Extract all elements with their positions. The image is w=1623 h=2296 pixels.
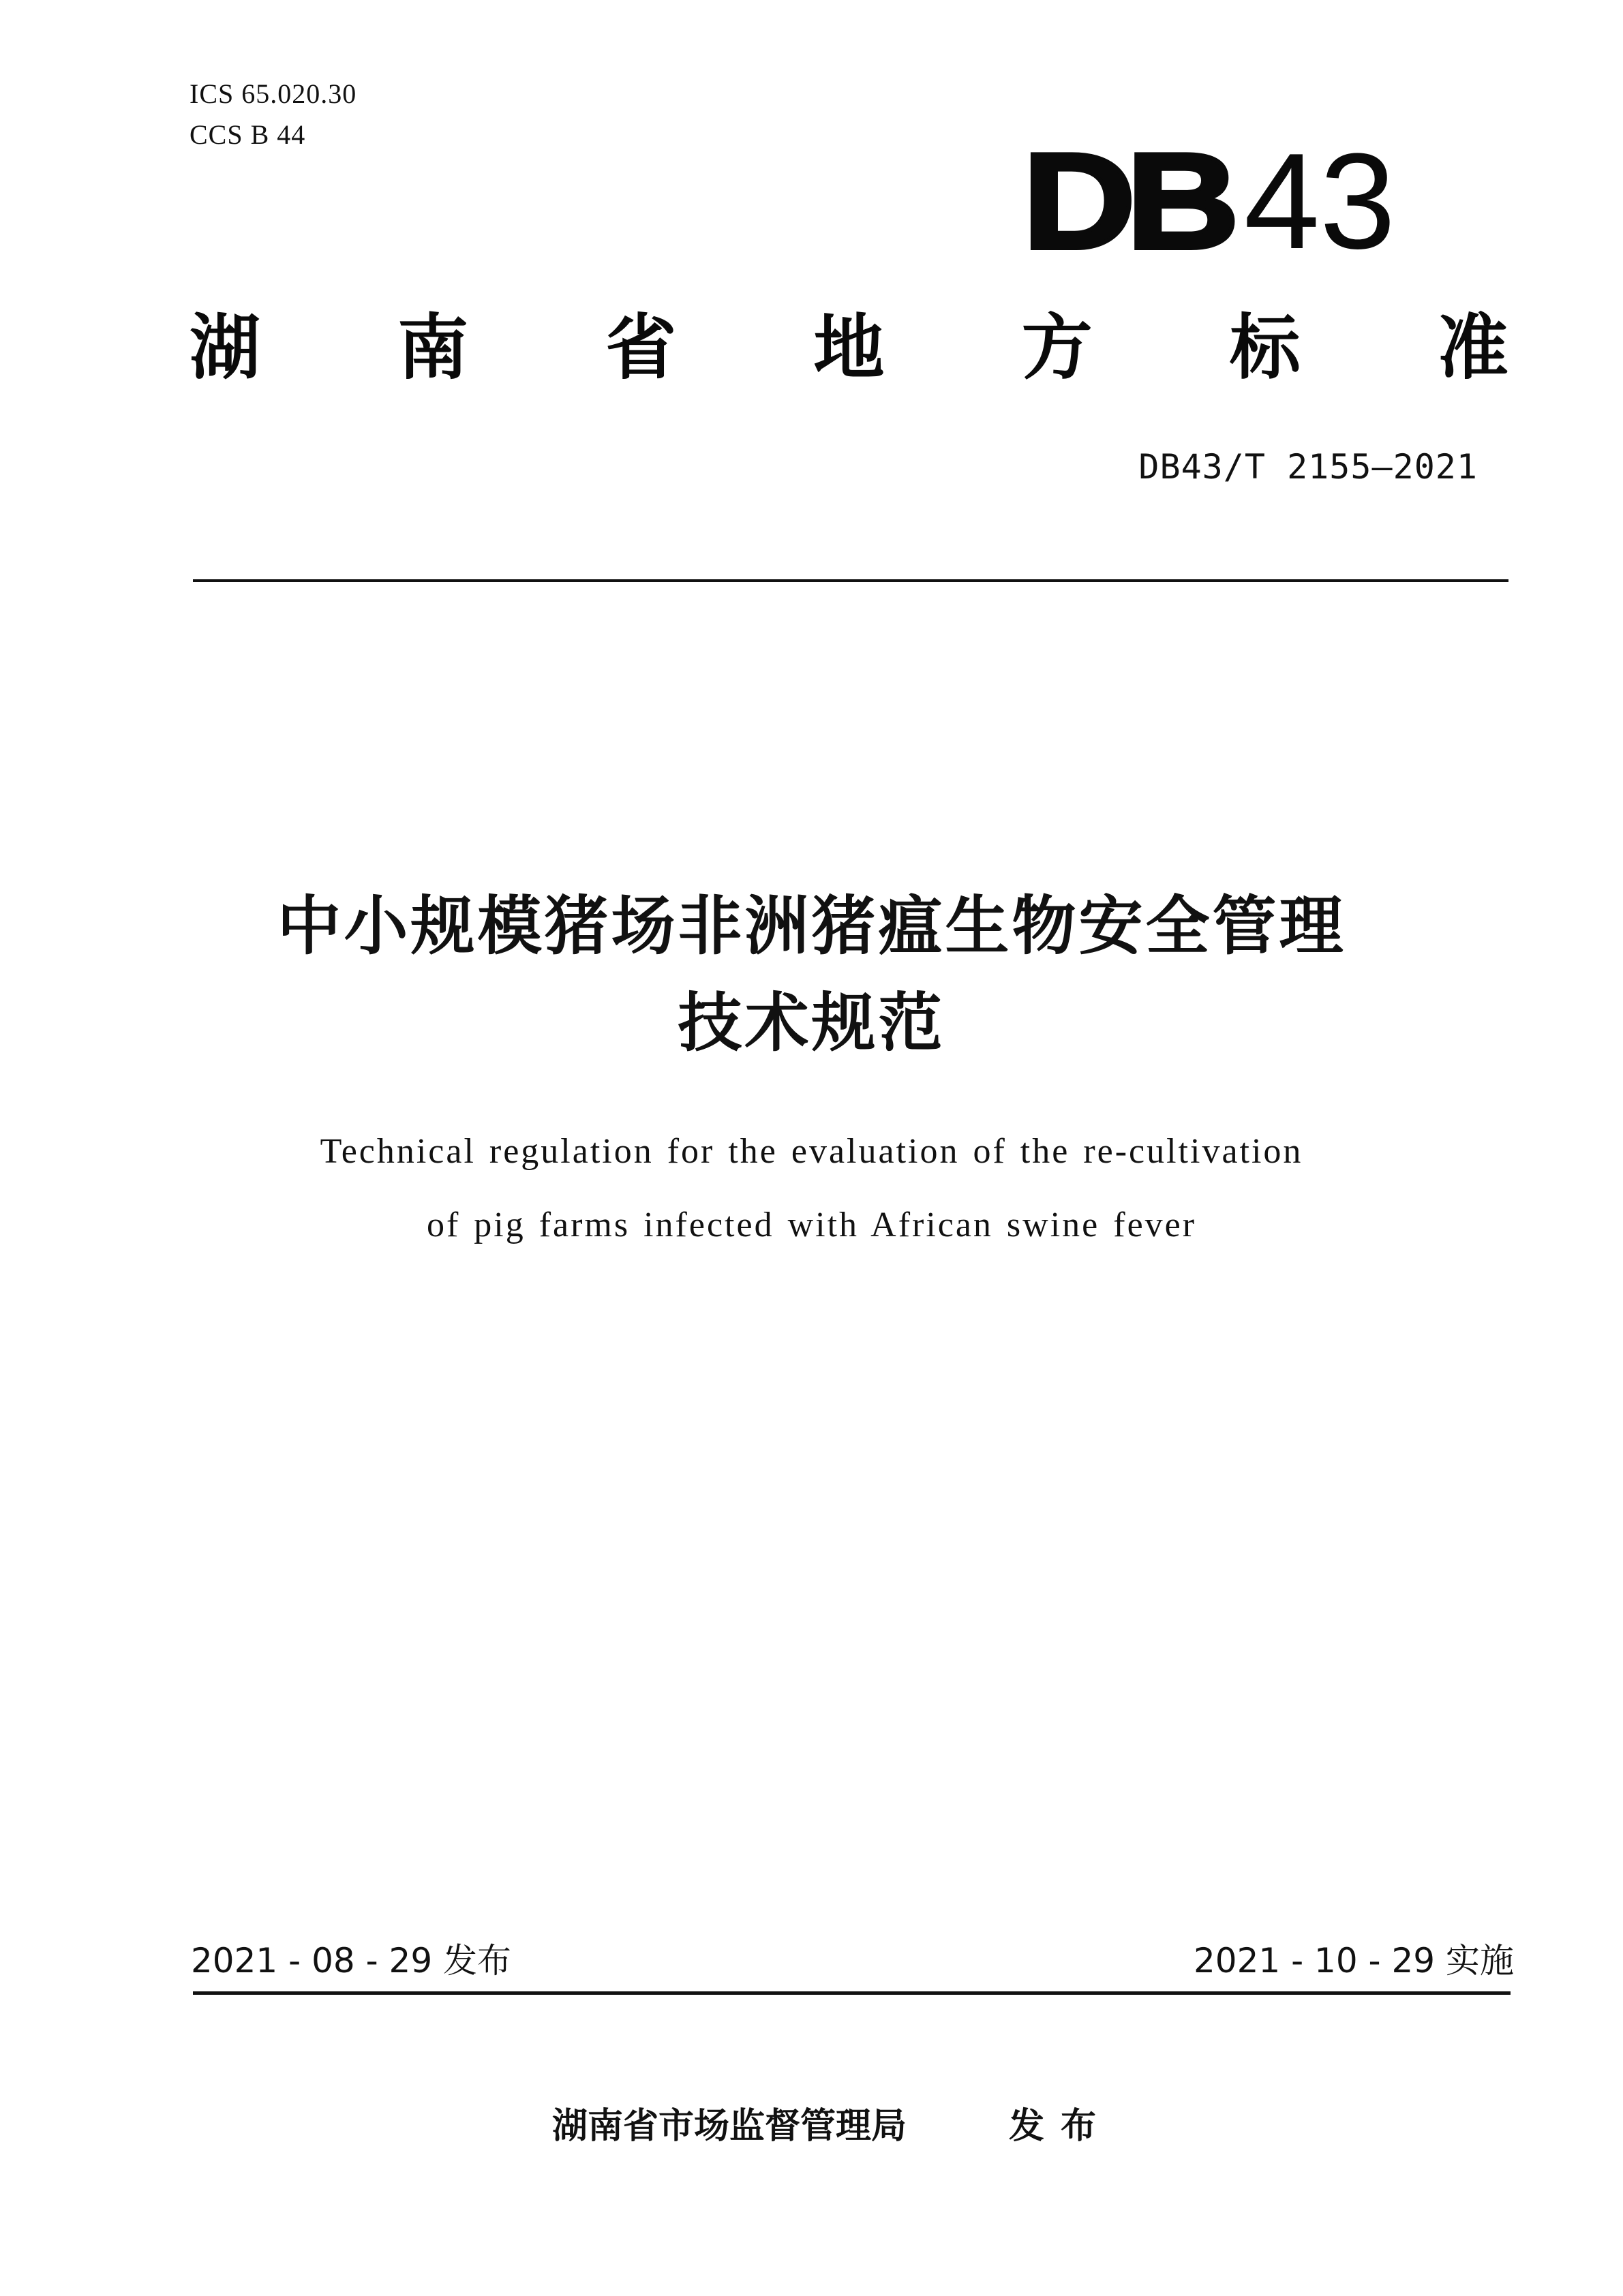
bottom-divider bbox=[193, 1991, 1511, 1995]
standard-type-char: 省 bbox=[605, 306, 677, 389]
standard-type-char: 准 bbox=[1437, 306, 1508, 389]
db-logo-letters: DB bbox=[1022, 125, 1230, 277]
publisher-name: 湖南省市场监督管理局 bbox=[552, 2106, 907, 2147]
db-logo-number: 43 bbox=[1243, 125, 1396, 277]
standard-type-char: 南 bbox=[397, 306, 469, 389]
ics-code: ICS 65.020.30 bbox=[189, 78, 357, 109]
title-chinese-line-2: 技术规范 bbox=[678, 986, 945, 1060]
top-divider bbox=[193, 579, 1508, 582]
standard-type-heading bbox=[189, 300, 1508, 395]
title-chinese-line-1: 中小规模猪场非洲猪瘟生物安全管理 bbox=[277, 889, 1346, 964]
issue-date: 2021 - 08 - 29 发布 bbox=[191, 1941, 512, 1980]
standard-type-char: 湖 bbox=[189, 306, 261, 389]
title-english-line-1: Technical regulation for the evaluation of the re-cultivation bbox=[320, 1132, 1303, 1171]
implementation-date: 2021 - 10 - 29 实施 bbox=[1193, 1941, 1514, 1980]
db43-logo bbox=[1022, 125, 1396, 277]
title-english-line-2: of pig farms infected with African swine fever bbox=[426, 1206, 1197, 1244]
ccs-code: CCS B 44 bbox=[189, 119, 306, 150]
standard-type-char: 地 bbox=[813, 306, 885, 389]
publish-label: 发布 bbox=[1009, 2106, 1113, 2147]
standard-number: DB43/T 2155—2021 bbox=[1138, 447, 1478, 487]
standard-type-char: 标 bbox=[1229, 306, 1301, 389]
standard-type-char: 方 bbox=[1021, 306, 1093, 389]
